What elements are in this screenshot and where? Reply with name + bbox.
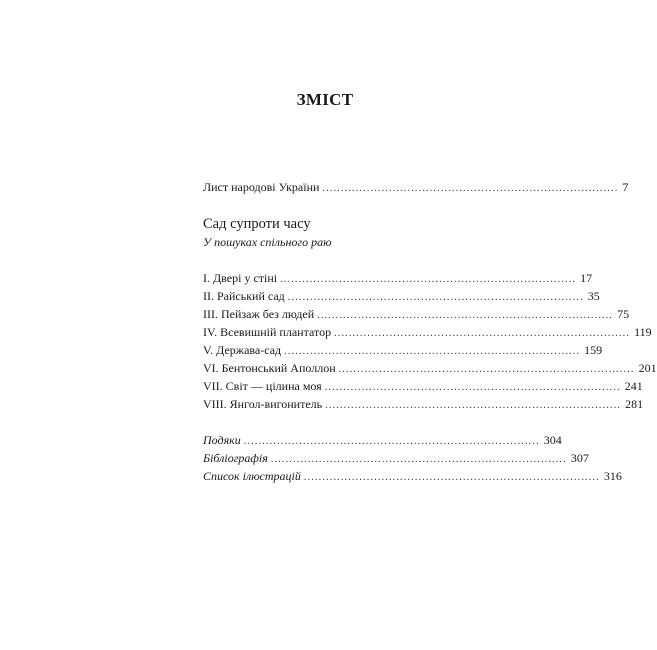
toc-intro <box>203 178 629 196</box>
toc-entry <box>203 323 652 341</box>
toc-entry <box>203 449 589 467</box>
toc-entry-label: VI. Бентонський Аполлон <box>203 361 336 375</box>
toc-entry <box>203 431 562 449</box>
dot-leader: ................................................................................ <box>303 472 600 483</box>
toc-entry-page: 119 <box>634 325 652 339</box>
toc-entry <box>203 395 644 413</box>
toc-entry-label: VII. Світ — цілина моя <box>203 379 322 393</box>
toc-entry-label: Бібліографія <box>203 451 268 465</box>
dot-leader: ................................................................................ <box>324 382 621 393</box>
page-title: ЗМІСТ <box>296 90 354 109</box>
dot-leader: ................................................................................ <box>287 292 584 303</box>
dot-leader: ................................................................................ <box>284 346 581 357</box>
dot-leader: ................................................................................ <box>322 183 619 194</box>
toc-entry-page: 159 <box>584 343 603 357</box>
dot-leader: ................................................................................ <box>338 364 635 375</box>
toc-entry-label: Список ілюстрацій <box>203 469 301 483</box>
toc-section-heading <box>203 214 435 250</box>
toc-entry <box>203 305 630 323</box>
toc-entry-page: 7 <box>622 180 629 194</box>
toc-entry-label: Лист народові України <box>203 180 320 194</box>
toc-entry-page: 17 <box>580 271 593 285</box>
section-title: Сад супроти часу <box>203 216 311 232</box>
toc-entry-label: VIII. Янгол-вигонитель <box>203 397 323 411</box>
toc-entry <box>203 359 657 377</box>
dot-leader: ................................................................................ <box>270 454 567 465</box>
toc-entry-label: V. Держава-сад <box>203 343 282 357</box>
toc-entry-label: I. Двері у стіні <box>203 271 278 285</box>
toc-entry <box>203 377 643 395</box>
dot-leader: ................................................................................ <box>280 274 577 285</box>
toc-entry-label: Подяки <box>203 433 241 447</box>
toc-entry <box>203 467 622 485</box>
toc-entry <box>203 287 600 305</box>
toc-entry-page: 75 <box>617 307 630 321</box>
toc-entry <box>203 269 593 287</box>
toc-entry-page: 304 <box>543 433 562 447</box>
dot-leader: ................................................................................ <box>243 436 540 447</box>
dot-leader: ................................................................................ <box>317 310 614 321</box>
dot-leader: ................................................................................ <box>334 328 631 339</box>
toc-backmatter <box>203 431 622 485</box>
toc-entry-label: III. Пейзаж без людей <box>203 307 315 321</box>
toc-entry-label: IV. Всевишній плантатор <box>203 325 332 339</box>
toc-entry-page: 307 <box>570 451 589 465</box>
toc-entry-page: 201 <box>638 361 657 375</box>
toc-entry-page: 241 <box>624 379 643 393</box>
section-subtitle: У пошуках спільного раю <box>203 235 332 249</box>
toc-entry-page: 281 <box>625 397 644 411</box>
dot-leader: ................................................................................ <box>325 400 622 411</box>
toc-entry-page: 316 <box>603 469 622 483</box>
toc-entry-label: II. Райський сад <box>203 289 285 303</box>
toc-chapters <box>203 269 657 413</box>
toc-entry <box>203 341 603 359</box>
toc-entry <box>203 178 629 196</box>
toc-entry-page: 35 <box>587 289 600 303</box>
